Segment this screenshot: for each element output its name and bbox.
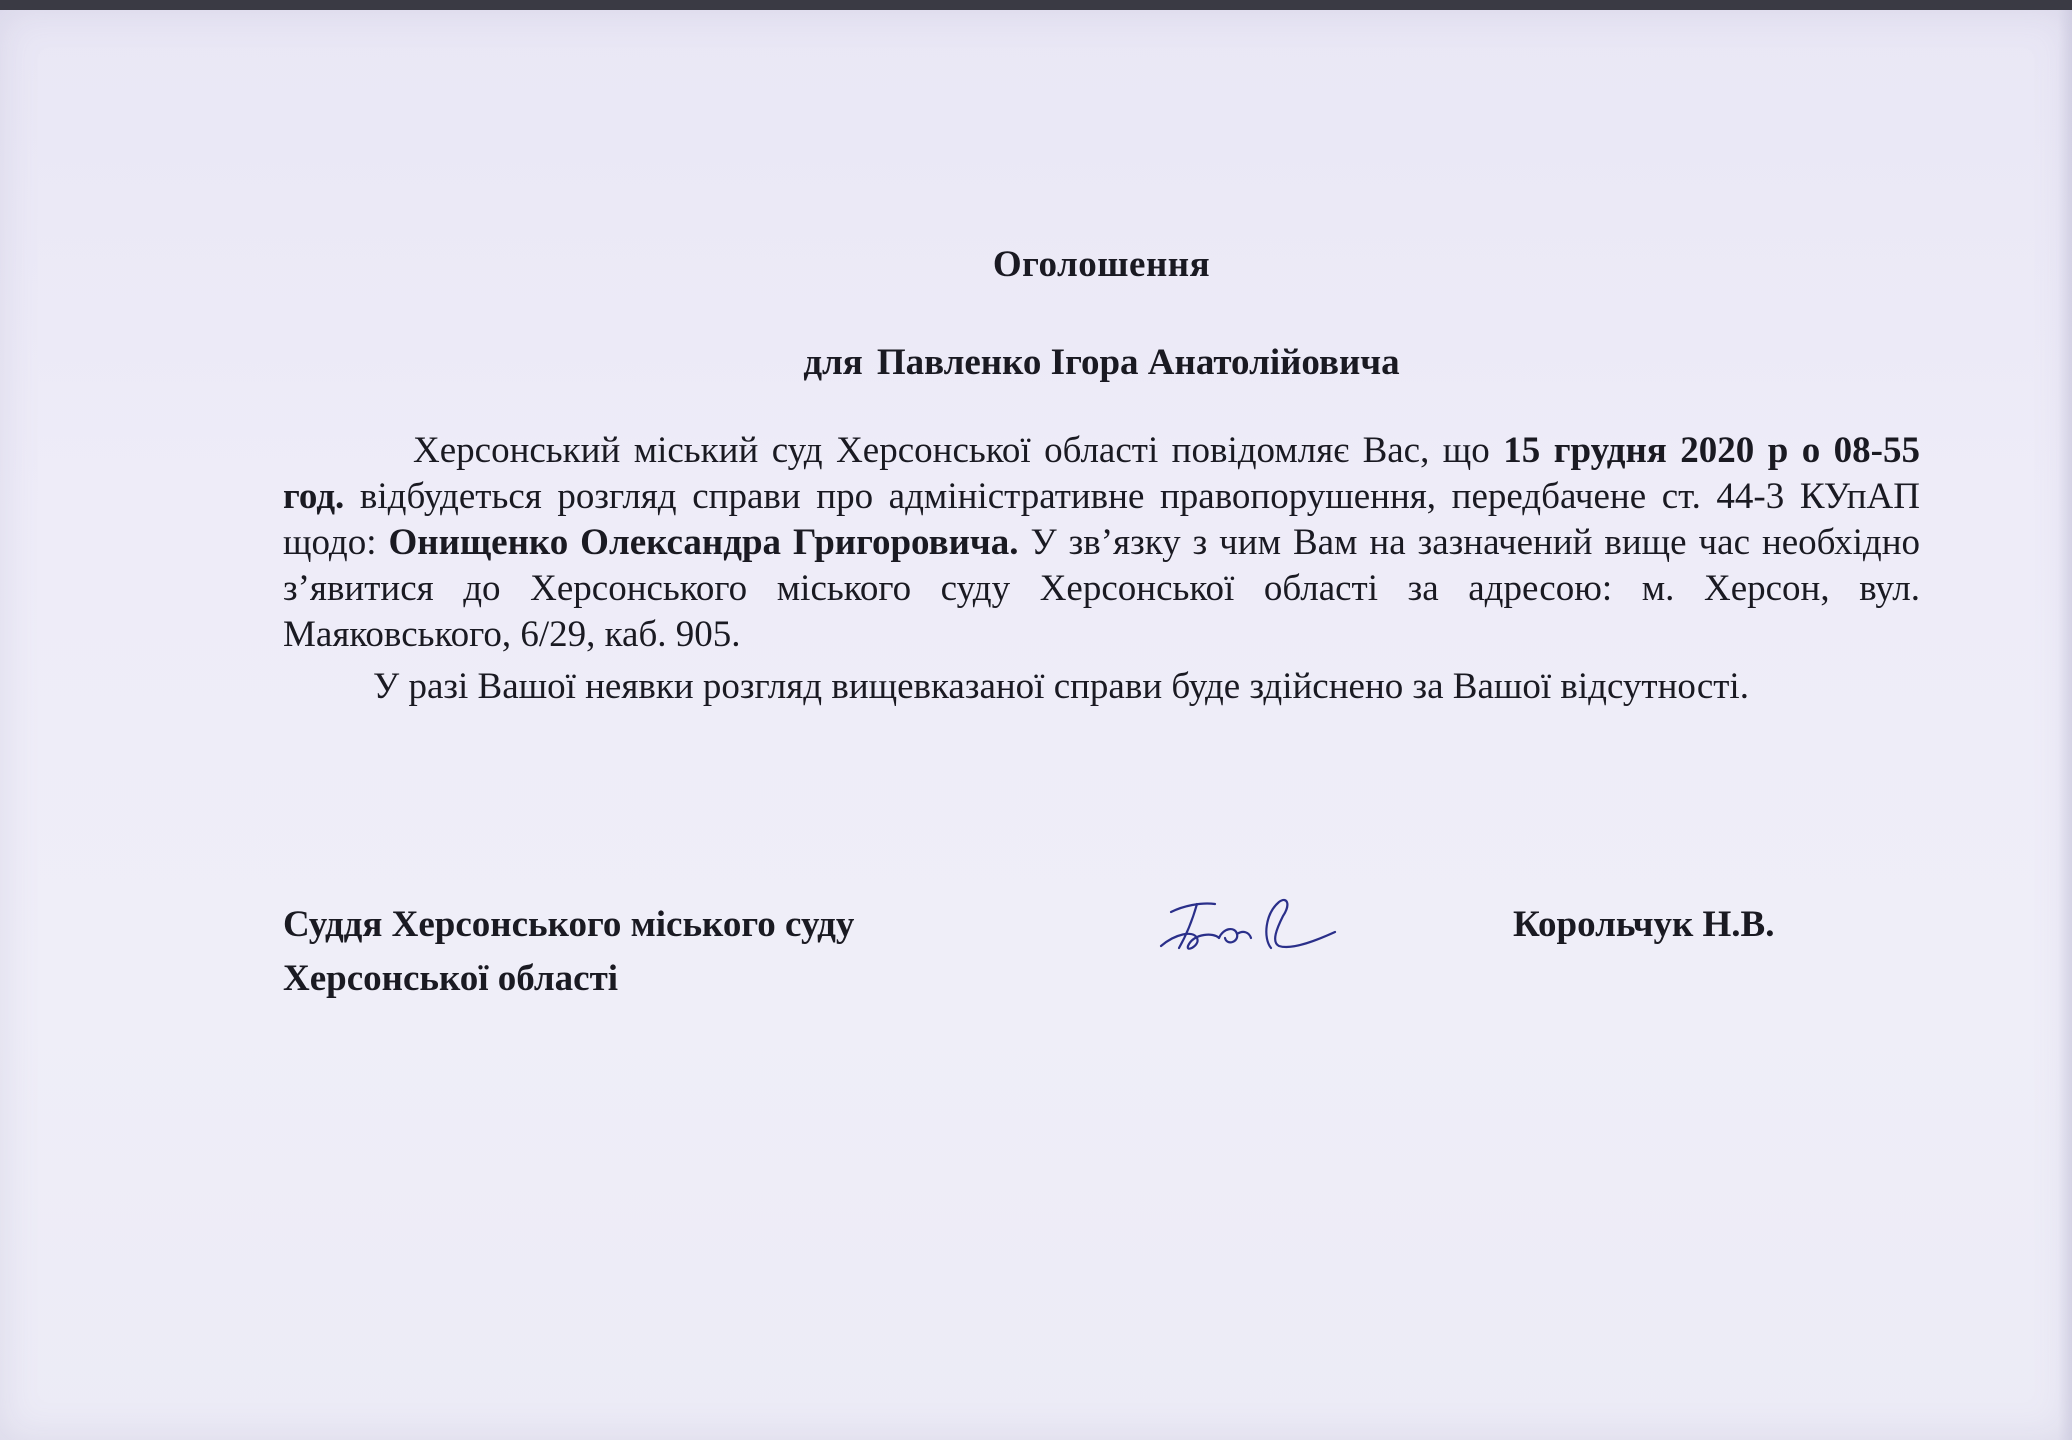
notice-body [283, 428, 1920, 710]
judge-name: Корольчук Н.В. [1513, 904, 1775, 945]
paragraph-hearing [283, 428, 1920, 658]
paragraph-absence: У разі Вашої неявки розгляд вищевказаної справи буде здійснено за Вашої відсутності. [373, 666, 1749, 707]
defendant-name: Онищенко Олександра Григоровича. [388, 522, 1019, 563]
hearing-date: 15 грудня 2020 р о 08-55 год. [283, 430, 1921, 517]
paragraph-intro: Херсонський міський суд Херсонської області повідомляє Вас, що [413, 430, 1504, 471]
paragraph-middle: відбудеться розгляд справи про адміністративне правопорушення, передбачене ст. 44-3 КУпАП щодо: [283, 476, 1920, 563]
document-title: Оголошення [992, 244, 1211, 285]
judge-title [283, 898, 854, 1006]
addressee-line [283, 340, 1920, 386]
handwritten-signature [1153, 888, 1343, 968]
paper-sheet [0, 10, 2072, 1440]
judge-title-line2: Херсонської області [283, 958, 619, 999]
signature-block [283, 898, 1920, 1018]
addressee-prefix: для [803, 342, 863, 383]
judge-title-line1: Суддя Херсонського міського суду [283, 904, 855, 945]
paragraph-rest: У зв’язку з чим Вам на зазначений вище час необхідно з’явитися до Херсонського міського суду Херсонської області за адресою: м. Херсон, вул. Маяковського, 6/29, каб. 905. [283, 522, 1920, 655]
addressee-name: Павленко Ігора Анатолійовича [876, 342, 1400, 383]
